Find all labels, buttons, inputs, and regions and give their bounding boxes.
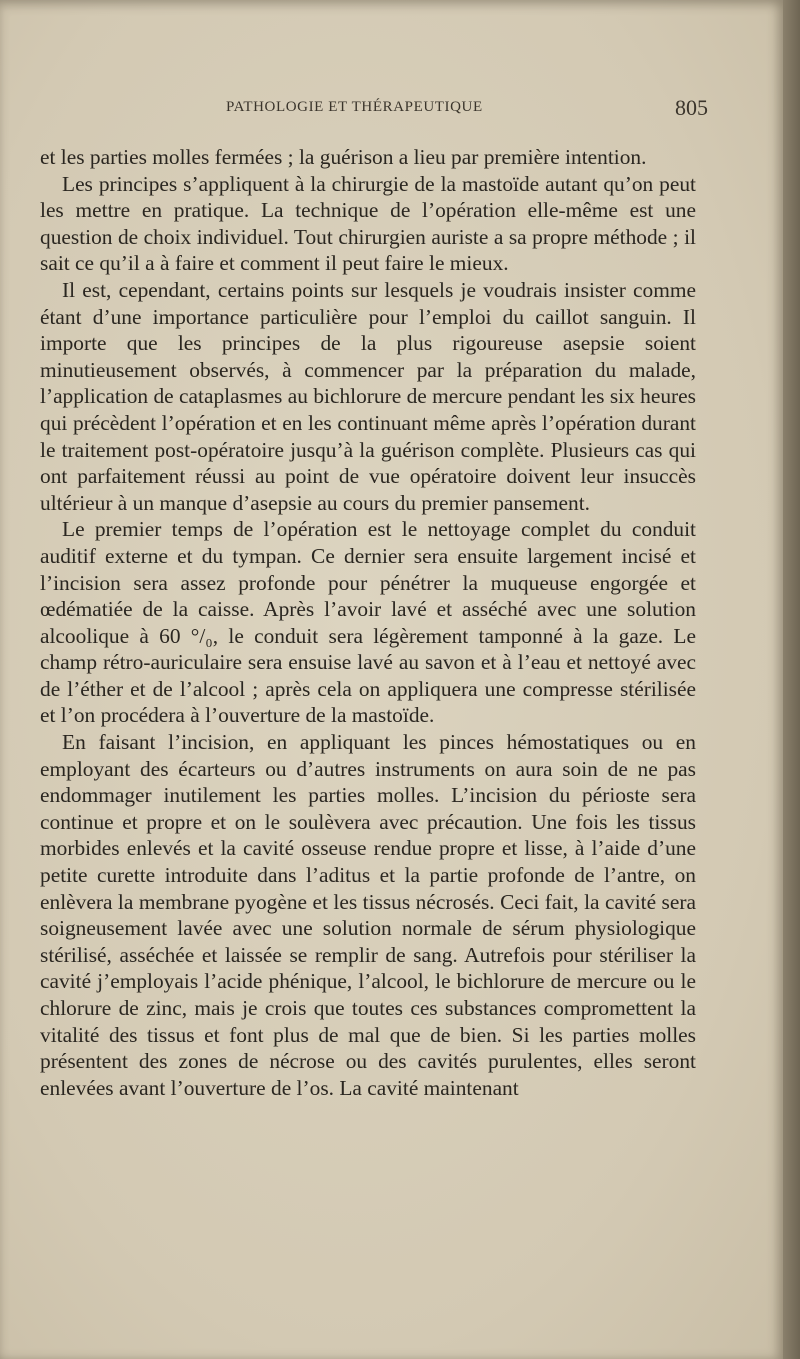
paragraph-5: En faisant l’incision, en appliquant les pinces hémostatiques ou en employant des écarteurs ou d’autres instruments on aura soin de ne pas endommager inutilement les parties molles. L’incision du périoste sera continue et propre et on le soulèvera avec précaution. Une fois les tissus morbides enlevés et la cavité osseuse rendue propre et lisse, à l’aide d’une petite curette introduite dans l’aditus et la partie profonde de l’antre, on enlèvera la membrane pyogène et les tissus nécrosés. Ceci fait, la cavité sera soigneusement lavée avec une solution normale de sérum physiologique stérilisé, asséchée et laissée se remplir de sang. Autrefois pour stériliser la cavité j’employais l’acide phénique, l’alcool, le bichlorure de mercure ou le chlorure de zinc, mais je crois que toutes ces substances compromettent la vitalité des tissus et font plus de mal que de bien. Si les parties molles présentent des zones de nécrose ou des cavités purulentes, elles seront enlevées avant l’ouverture de l’os. La cavité maintenant xyxy=(40,730,696,1100)
body-text xyxy=(40,144,696,1101)
page-number: 805 xyxy=(675,95,708,120)
paragraph-1: et les parties molles fermées ; la guérison a lieu par première intention. xyxy=(40,145,647,169)
page-edge-shadow xyxy=(783,0,800,1359)
page-header xyxy=(226,95,708,125)
paragraph-2: Les principes s’appliquent à la chirurgie de la mastoïde autant qu’on peut les mettre en pratique. La technique de l’opération elle-même est une question de choix individuel. Tout chirurgien auriste a sa propre méthode ; il sait ce qu’il a à faire et comment il peut faire le mieux. xyxy=(40,171,696,276)
running-title: PATHOLOGIE ET THÉRAPEUTIQUE xyxy=(226,99,483,115)
paragraph-3: Il est, cependant, certains points sur lesquels je voudrais insister comme étant d’une importance particulière pour l’emploi du caillot sanguin. Il importe que les principes de la plus rigoureuse asepsie soient minutieusement observés, à commencer par la préparation du malade, l’application de cataplasmes au bichlorure de mercure pendant les six heures qui précèdent l’opération et en les continuant même après l’opération durant le traitement post-opératoire jusqu’à la guérison complète. Plusieurs cas qui ont parfaitement réussi au point de vue opératoire doivent leur insuccès ultérieur à un manque d’asepsie au cours du premier pansement. xyxy=(40,277,696,515)
paragraph-4: Le premier temps de l’opération est le nettoyage complet du conduit auditif externe et du tympan. Ce dernier sera ensuite largement incisé et l’incision sera assez profonde pour pénétrer la muqueuse engorgée et œdématiée de la caisse. Après l’avoir lavé et asséché avec une solution alcoolique à 60 °/₀, le conduit sera légèrement tamponné à la gaze. Le champ rétro-auriculaire sera ensuise lavé au savon et à l’eau et nettoyé avec de l’éther et de l’alcool ; après cela on appliquera une compresse stérilisée et l’on procédera à l’ouverture de la mastoïde. xyxy=(40,517,696,728)
